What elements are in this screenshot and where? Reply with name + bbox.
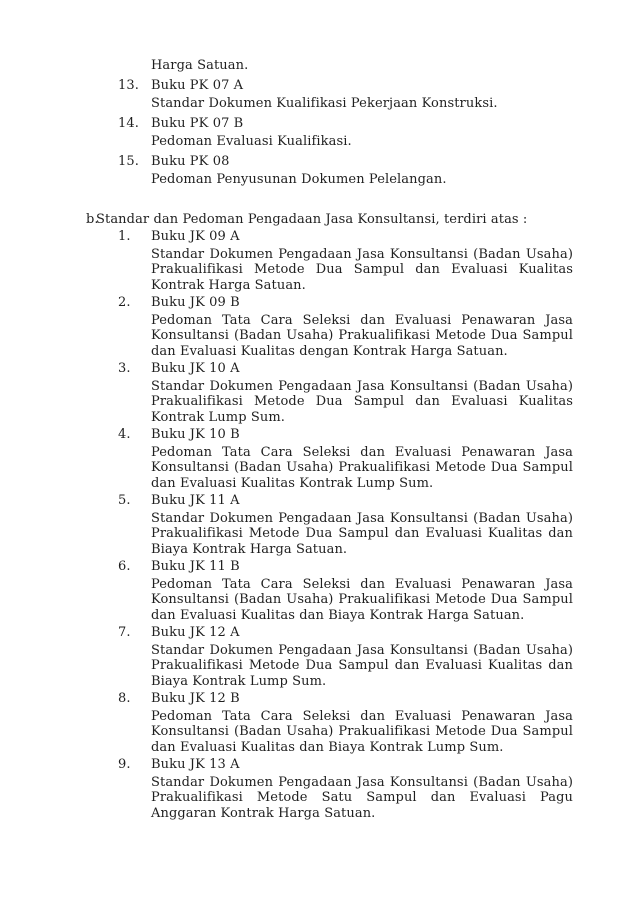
item-description: Standar Dokumen Pengadaan Jasa Konsultansi (Badan Usaha) Prakualifikasi Metode Dua Sampul dan Evaluasi Kualitas dan Biaya Kontrak Harga Satuan. — [151, 510, 573, 557]
list-item — [118, 229, 573, 293]
item-description: Pedoman Evaluasi Kualifikasi. — [151, 134, 352, 149]
item-title: Buku JK 09 B — [151, 295, 240, 310]
item-body — [151, 757, 573, 821]
list-item — [118, 116, 573, 150]
item-body — [151, 625, 573, 689]
item-description: Standar Dokumen Pengadaan Jasa Konsultansi (Badan Usaha) Prakualifikasi Metode Satu Sampul dan Evaluasi Pagu Anggaran Kontrak Harga Satuan. — [151, 774, 573, 821]
item-body — [151, 154, 573, 188]
item-description: Standar Dokumen Kualifikasi Pekerjaan Konstruksi. — [151, 96, 498, 111]
item-number: 7. — [118, 625, 131, 640]
item-description: Standar Dokumen Pengadaan Jasa Konsultansi (Badan Usaha) Prakualifikasi Metode Dua Sampul dan Evaluasi Kualitas dan Biaya Kontrak Lump Sum. — [151, 642, 573, 689]
item-number: 15. — [118, 153, 139, 169]
item-number: 9. — [118, 757, 131, 772]
item-body — [151, 295, 573, 359]
item-number: 8. — [118, 691, 131, 706]
item-body — [151, 691, 573, 755]
item-title: Buku JK 12 A — [151, 625, 240, 640]
continuation-line: Harga Satuan. — [151, 58, 249, 73]
item-number: 5. — [118, 493, 131, 508]
section-a-continued — [118, 58, 573, 188]
list-item — [118, 757, 573, 821]
section-b-items — [118, 229, 573, 821]
list-item — [118, 691, 573, 755]
document-content — [86, 58, 573, 821]
list-item — [118, 559, 573, 623]
item-description: Pedoman Tata Cara Seleksi dan Evaluasi Penawaran Jasa Konsultansi (Badan Usaha) Prakualifikasi Metode Dua Sampul dan Evaluasi Kualitas dan Biaya Kontrak Lump Sum. — [151, 708, 573, 755]
list-item — [118, 78, 573, 112]
item-body — [151, 78, 573, 112]
list-item — [118, 493, 573, 557]
section-label: b. — [86, 211, 99, 227]
list-item — [118, 154, 573, 188]
list-item — [118, 295, 573, 359]
item-title: Buku PK 07 A — [151, 77, 244, 93]
item-body — [151, 116, 573, 150]
item-body — [151, 493, 573, 557]
list-item — [118, 427, 573, 491]
list-item — [118, 625, 573, 689]
item-number: 6. — [118, 559, 131, 574]
item-title: Buku JK 12 B — [151, 691, 240, 706]
item-title: Buku PK 07 B — [151, 115, 244, 131]
item-title: Buku JK 10 A — [151, 361, 240, 376]
item-title: Buku JK 10 B — [151, 427, 240, 442]
item-title: Buku JK 13 A — [151, 757, 240, 772]
item-description: Pedoman Tata Cara Seleksi dan Evaluasi Penawaran Jasa Konsultansi (Badan Usaha) Prakualifikasi Metode Dua Sampul dan Evaluasi Kualitas Kontrak Lump Sum. — [151, 444, 573, 491]
item-title: Buku JK 09 A — [151, 229, 240, 244]
section-b-heading — [86, 212, 573, 228]
item-body — [151, 229, 573, 293]
item-number: 13. — [118, 77, 139, 93]
item-title: Buku JK 11 A — [151, 493, 240, 508]
item-body — [151, 427, 573, 491]
item-number: 2. — [118, 295, 131, 310]
item-number: 4. — [118, 427, 131, 442]
list-item — [118, 361, 573, 425]
item-description: Pedoman Penyusunan Dokumen Pelelangan. — [151, 172, 447, 187]
item-title: Buku JK 11 B — [151, 559, 240, 574]
item-description: Pedoman Tata Cara Seleksi dan Evaluasi Penawaran Jasa Konsultansi (Badan Usaha) Prakualifikasi Metode Dua Sampul dan Evaluasi Kualitas dan Biaya Kontrak Harga Satuan. — [151, 576, 573, 623]
item-title: Buku PK 08 — [151, 153, 230, 169]
item-description: Standar Dokumen Pengadaan Jasa Konsultansi (Badan Usaha) Prakualifikasi Metode Dua Sampul dan Evaluasi Kualitas Kontrak Lump Sum. — [151, 378, 573, 425]
item-number: 1. — [118, 229, 131, 244]
item-body — [151, 361, 573, 425]
item-number: 3. — [118, 361, 131, 376]
item-number: 14. — [118, 115, 139, 131]
section-b — [86, 212, 573, 822]
item-description: Standar Dokumen Pengadaan Jasa Konsultansi (Badan Usaha) Prakualifikasi Metode Dua Sampul dan Evaluasi Kualitas Kontrak Harga Satuan. — [151, 246, 573, 293]
item-description: Pedoman Tata Cara Seleksi dan Evaluasi Penawaran Jasa Konsultansi (Badan Usaha) Prakualifikasi Metode Dua Sampul dan Evaluasi Kualitas dengan Kontrak Harga Satuan. — [151, 312, 573, 359]
section-title: Standar dan Pedoman Pengadaan Jasa Konsultansi, terdiri atas : — [96, 211, 528, 227]
item-body — [151, 559, 573, 623]
